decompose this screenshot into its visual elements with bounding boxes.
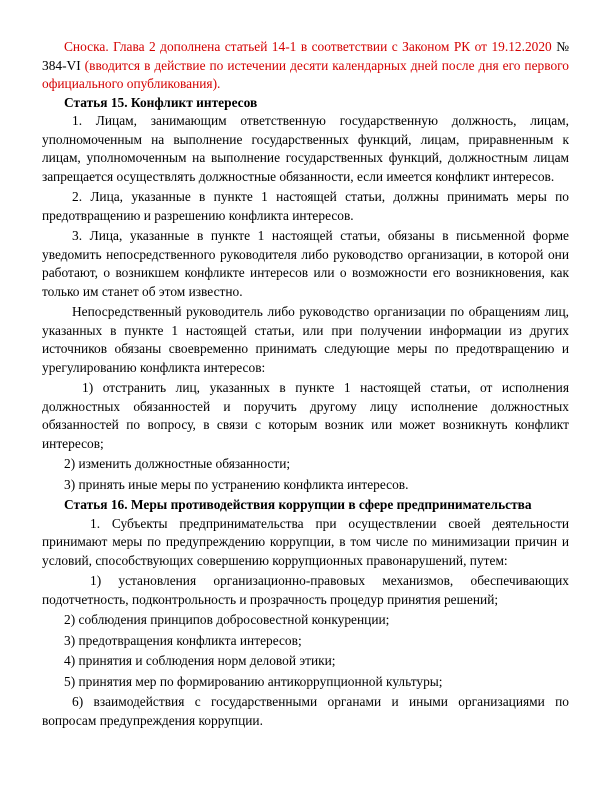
footnote-text: Сноска. Глава 2 дополнена статьей 14-1 в соответствии с Законом РК от 19.12.2020 (64, 39, 552, 54)
article-15-paragraph-3: 3. Лица, указанные в пункте 1 настоящей статьи, обязаны в письменной форме уведомить непосредственного руководителя либо руководство организации, в которой они работают, о возникшем конфликте интересов или о возможности его возникновения, как только им станет об этом известно. (42, 228, 569, 299)
article-16-item-3: 3) предотвращения конфликта интересов; (64, 632, 302, 648)
footnote (42, 38, 569, 94)
article-15-item-2: 2) изменить должностные обязанности; (64, 456, 291, 471)
article-15-paragraph-4: Непосредственный руководитель либо руководство организации по обращениям лиц, указанных в пункте 1 настоящей статьи, или при получении информации из других источников обязаны своевременно принимать следующие меры по предотвращению и урегулированию конфликта интересов: (42, 304, 569, 375)
article-15-item-1: 1) отстранить лиц, указанных в пункте 1 настоящей статьи, от исполнения должностных обязанностей и поручить другому лицу исполнение должностных обязанностей по вопросу, в связи с которым возник или может возникнуть конфликт интересов; (42, 380, 569, 451)
article-16-item-6: 6) взаимодействия с государственными органами и иными организациями по вопросам предупреждения коррупции. (42, 694, 569, 728)
article-15-item-3: 3) принять иные меры по устранению конфликта интересов. (64, 476, 409, 492)
article-15-paragraph-1: 1. Лицам, занимающим ответственную государственную должность, лицам, уполномоченным на выполнение государственных функций, лицам, приравненным к лицам, уполномоченным на выполнение государственных функций, должностным лицам запрещается осуществлять должностные обязанности, если имеется конфликт интересов. (42, 113, 569, 184)
article-15-paragraph-2: 2. Лица, указанные в пункте 1 настоящей статьи, должны принимать меры по предотвращению и разрешению конфликта интересов. (42, 189, 569, 223)
article-15-title: Статья 15. Конфликт интересов (64, 94, 258, 110)
article-16-title: Статья 16. Меры противодействия коррупции в сфере предпринимательства (64, 497, 532, 512)
article-16-item-2: 2) соблюдения принципов добросовестной конкуренции; (64, 612, 390, 627)
footnote-effective-note: (вводится в действие по истечении десяти календарных дней после дня его первого официального опубликования). (42, 57, 569, 91)
article-16-item-1: 1) установления организационно-правовых механизмов, обеспечивающих подотчетность, подконтрольность и прозрачность процедур принятия решений; (42, 573, 569, 607)
article-16-item-5: 5) принятия мер по формированию антикоррупционной культуры; (64, 673, 443, 689)
article-16-item-4: 4) принятия и соблюдения норм деловой этики; (64, 653, 336, 668)
article-16-paragraph-1: 1. Субъекты предпринимательства при осуществлении своей деятельности принимают меры по предупреждению коррупции, в том числе по минимизации причин и условий, способствующих совершению коррупционных правонарушений, путем: (42, 515, 569, 568)
footnote-law-number: № 384-VI (42, 39, 569, 73)
